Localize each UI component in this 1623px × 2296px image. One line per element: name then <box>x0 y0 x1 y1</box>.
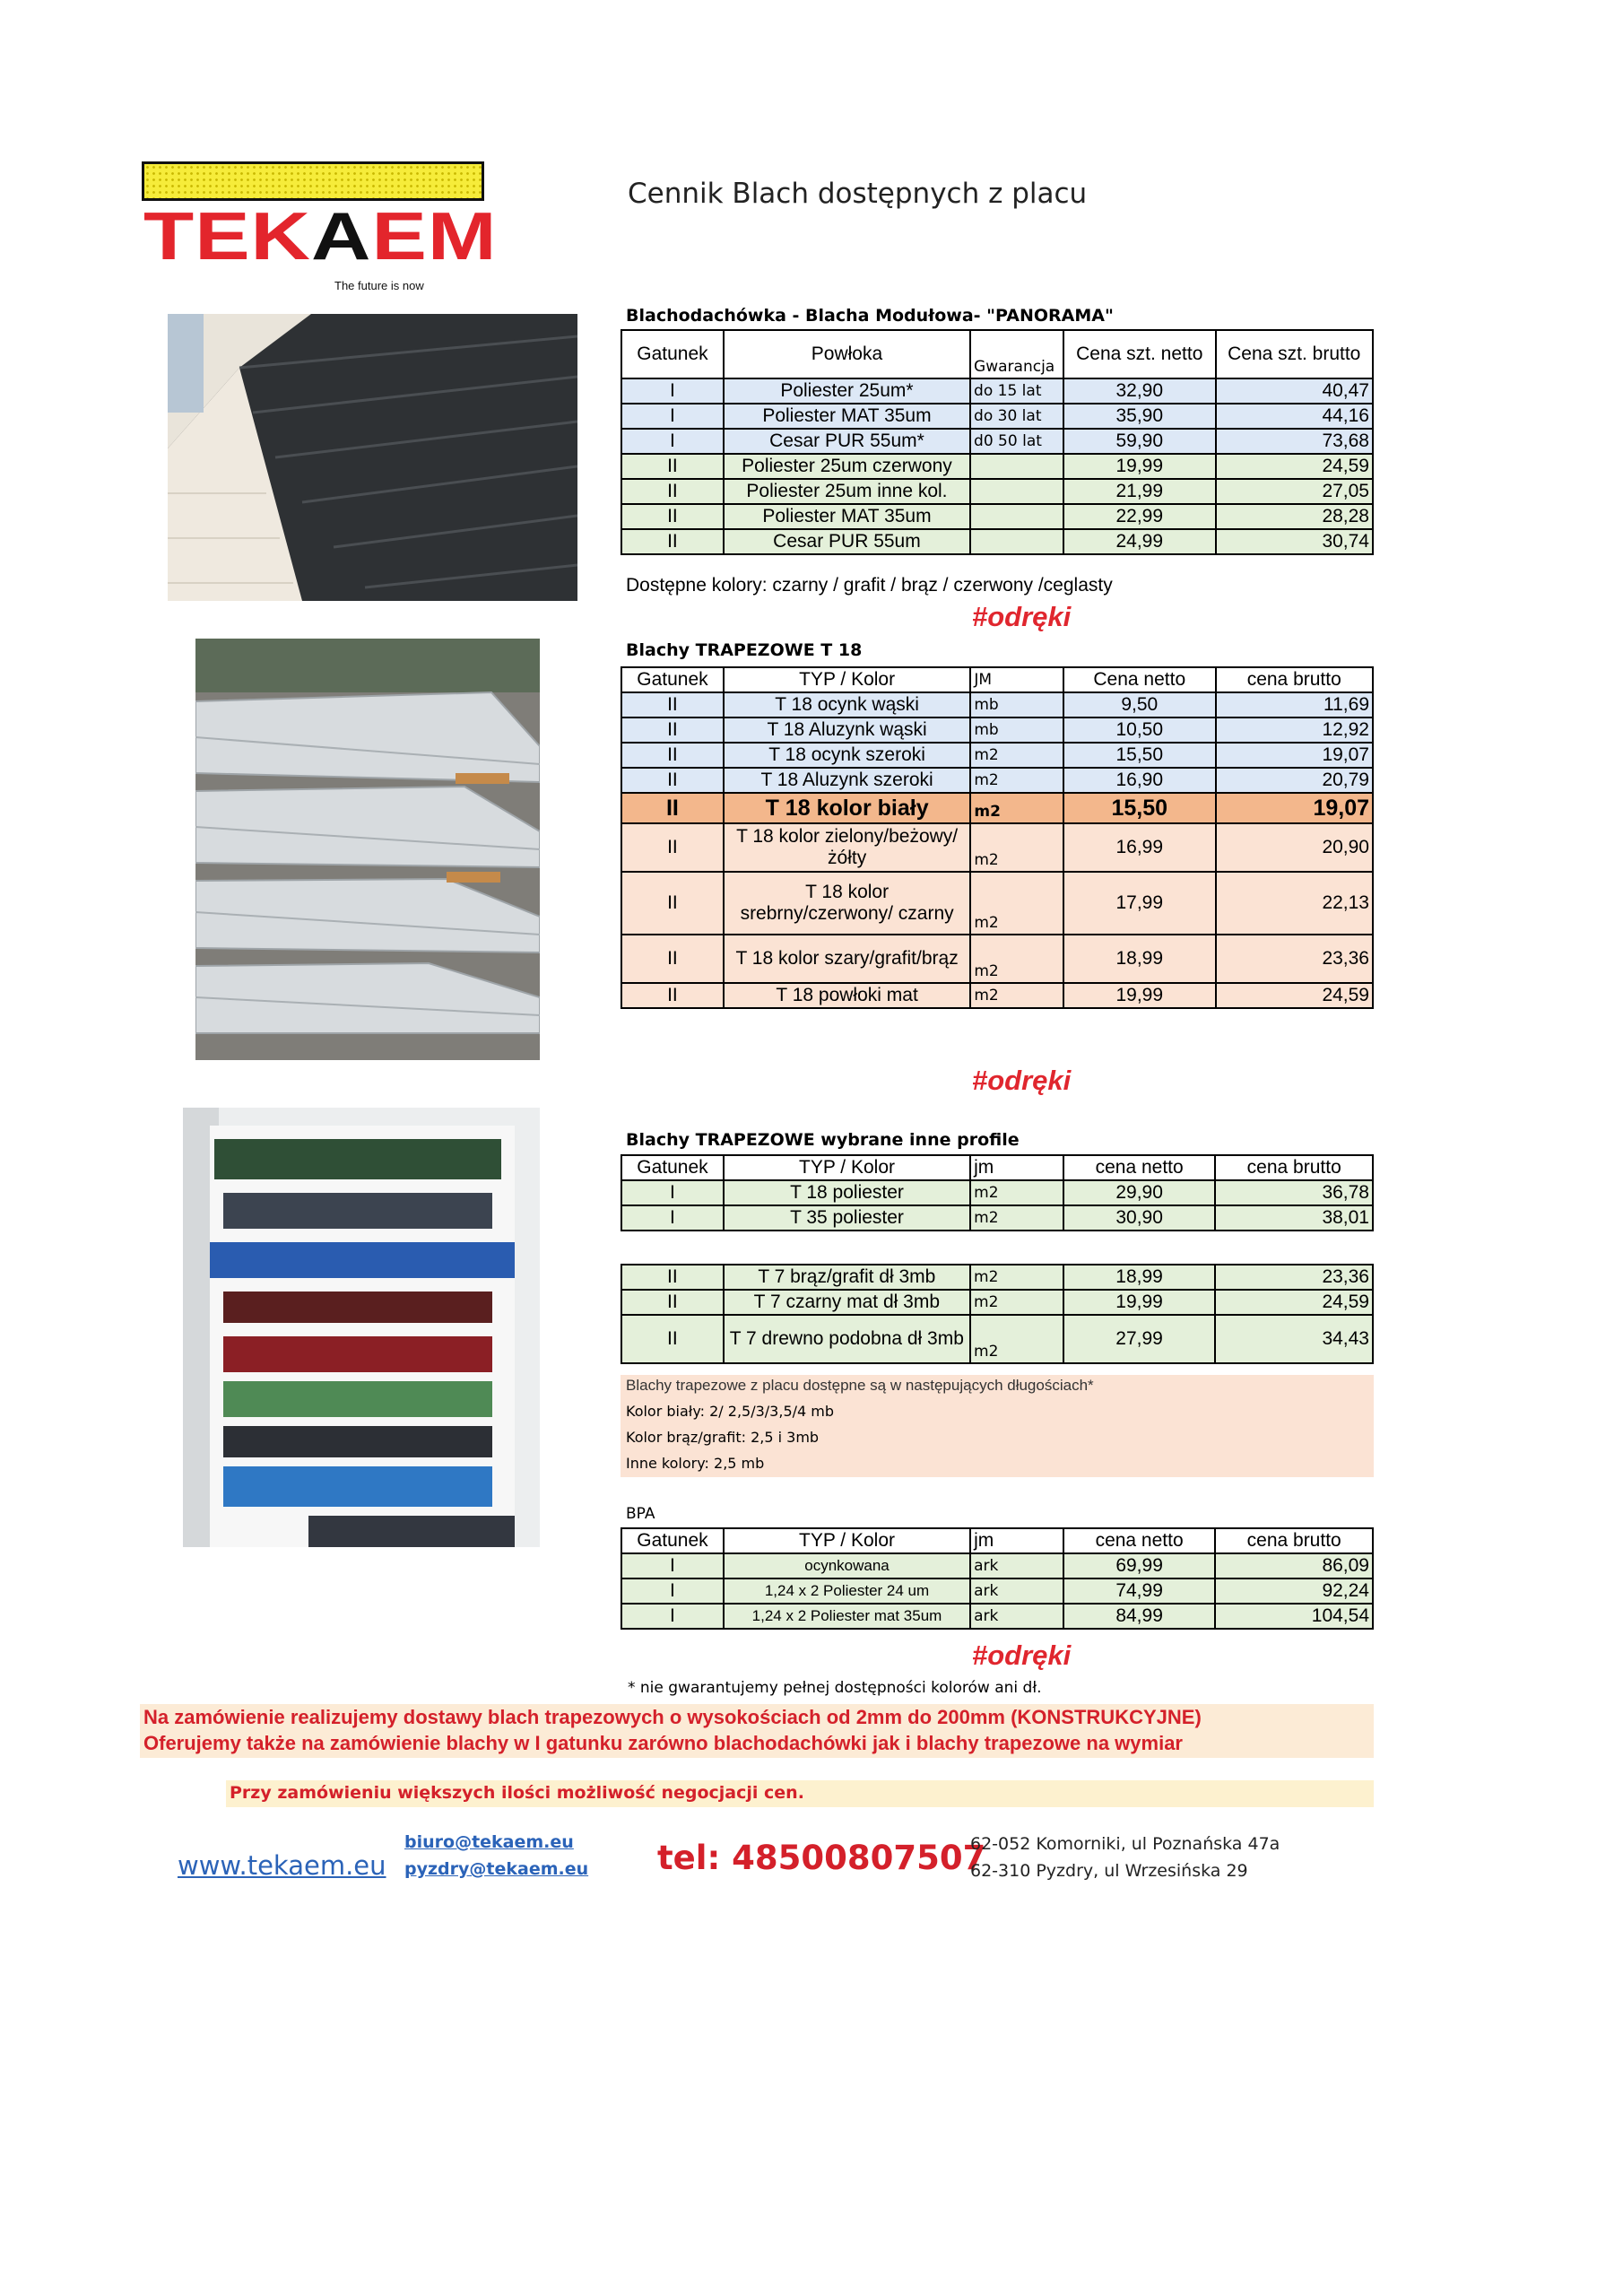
trapezoidal-sheets-photo <box>195 639 540 1060</box>
table-cell: 18,99 <box>1063 935 1215 983</box>
table-cell: 9,50 <box>1063 692 1215 718</box>
header-cell: Gatunek <box>621 330 724 378</box>
table-cell: II <box>621 718 724 743</box>
table-cell: T 18 kolor biały <box>724 793 971 823</box>
table-cell: 69,99 <box>1063 1553 1216 1578</box>
table-cell: m2 <box>970 1265 1063 1290</box>
table-cell: I <box>621 1205 724 1231</box>
other-profiles-table <box>621 1154 1374 1231</box>
table-cell: T 18 poliester <box>724 1180 970 1205</box>
table-row <box>621 429 1373 454</box>
email-biuro-link[interactable]: biuro@tekaem.eu <box>404 1832 574 1852</box>
table-row <box>621 692 1373 718</box>
table-cell: I <box>621 1578 724 1604</box>
t7-profiles-table <box>621 1264 1374 1364</box>
table-cell: mb <box>970 692 1063 718</box>
table-cell: 23,36 <box>1216 935 1374 983</box>
table-cell: 18,99 <box>1063 1265 1216 1290</box>
table-cell: 24,59 <box>1215 1290 1373 1315</box>
table-cell: 1,24 x 2 Poliester 24 um <box>724 1578 970 1604</box>
table-cell: T 35 poliester <box>724 1205 970 1231</box>
header-cell: Cena szt. netto <box>1063 330 1215 378</box>
table-cell: do 30 lat <box>970 404 1063 429</box>
logo-bar <box>142 161 484 201</box>
email-pyzdry-link[interactable]: pyzdry@tekaem.eu <box>404 1859 589 1879</box>
table-row <box>621 935 1373 983</box>
table-cell: II <box>621 504 724 529</box>
table-cell: 30,90 <box>1063 1205 1216 1231</box>
table-cell: II <box>621 743 724 768</box>
table-cell: 30,74 <box>1216 529 1374 554</box>
table-cell <box>970 504 1063 529</box>
table-cell: ark <box>970 1604 1063 1629</box>
table-cell: 20,90 <box>1216 823 1374 872</box>
table-cell: T 7 drewno podobna dł 3mb <box>724 1315 970 1363</box>
table-cell: 24,59 <box>1216 983 1374 1008</box>
address-pyzdry: 62-310 Pyzdry, ul Wrzesińska 29 <box>970 1861 1248 1881</box>
address-komorniki: 62-052 Komorniki, ul Poznańska 47a <box>970 1834 1280 1854</box>
table-cell: T 18 powłoki mat <box>724 983 971 1008</box>
table-row <box>621 872 1373 935</box>
table-cell: T 7 czarny mat dł 3mb <box>724 1290 970 1315</box>
table-cell: II <box>621 935 724 983</box>
header-cell: cena brutto <box>1216 667 1374 692</box>
table-row <box>621 1205 1373 1231</box>
table-cell: 12,92 <box>1216 718 1374 743</box>
table-cell: 22,99 <box>1063 504 1215 529</box>
table-cell: 86,09 <box>1215 1553 1373 1578</box>
table-cell: T 18 ocynk szeroki <box>724 743 971 768</box>
table-cell: 24,59 <box>1216 454 1374 479</box>
table-cell: T 7 brąz/grafit dł 3mb <box>724 1265 970 1290</box>
table-row <box>621 404 1373 429</box>
table-cell: d0 50 lat <box>970 429 1063 454</box>
table-cell: II <box>621 454 724 479</box>
bpa-price-table <box>621 1527 1374 1630</box>
table-cell: 19,99 <box>1063 454 1215 479</box>
table-cell: m2 <box>970 743 1063 768</box>
table-cell: 73,68 <box>1216 429 1374 454</box>
table-cell: II <box>621 983 724 1008</box>
website-link[interactable]: www.tekaem.eu <box>178 1850 386 1881</box>
table-cell <box>970 529 1063 554</box>
header-cell: TYP / Kolor <box>724 1155 970 1180</box>
table-row <box>621 479 1373 504</box>
table-cell: T 18 kolor szary/grafit/brąz <box>724 935 971 983</box>
lengths-info-box <box>621 1375 1374 1477</box>
table-cell: do 15 lat <box>970 378 1063 404</box>
table-cell: 22,13 <box>1216 872 1374 935</box>
phone-number: tel: 48500807507 <box>657 1839 986 1877</box>
length-item: Kolor biały: 2/ 2,5/3/3,5/4 mb <box>626 1403 835 1420</box>
table-cell: ocynkowana <box>724 1553 970 1578</box>
table-row <box>621 454 1373 479</box>
logo-tagline: The future is now <box>334 279 424 292</box>
table-cell: 29,90 <box>1063 1180 1216 1205</box>
table-row <box>621 504 1373 529</box>
table-cell: II <box>621 1265 724 1290</box>
table-header-row <box>621 667 1373 692</box>
table-cell: I <box>621 378 724 404</box>
table-cell: T 18 Aluzynk szeroki <box>724 768 971 793</box>
table-row <box>621 793 1373 823</box>
table-cell: 19,99 <box>1063 1290 1216 1315</box>
table-cell: m2 <box>970 872 1063 935</box>
table-row <box>621 1315 1373 1363</box>
table-cell: II <box>621 1290 724 1315</box>
table-cell: Poliester 25um czerwony <box>724 454 970 479</box>
table-cell: m2 <box>970 1205 1063 1231</box>
odreki-tag: #odręki <box>972 1639 1072 1671</box>
table-header-row <box>621 1155 1373 1180</box>
table-cell: 21,99 <box>1063 479 1215 504</box>
table-cell: I <box>621 1604 724 1629</box>
header-cell: jm <box>970 1528 1063 1553</box>
header-cell: Cena szt. brutto <box>1216 330 1374 378</box>
table-cell: Cesar PUR 55um <box>724 529 970 554</box>
table-cell: I <box>621 404 724 429</box>
table-cell: I <box>621 429 724 454</box>
header-cell: Gatunek <box>621 1155 724 1180</box>
negotiation-box <box>226 1780 1374 1807</box>
table-cell: m2 <box>970 793 1063 823</box>
table-cell: 16,99 <box>1063 823 1215 872</box>
table-cell: m2 <box>970 823 1063 872</box>
length-item: Inne kolory: 2,5 mb <box>626 1455 765 1472</box>
table-cell: m2 <box>970 768 1063 793</box>
header-cell: TYP / Kolor <box>724 667 971 692</box>
negotiation-text: Przy zamówieniu większych ilości możliwość negocjacji cen. <box>230 1783 804 1803</box>
table-cell: 92,24 <box>1215 1578 1373 1604</box>
header-cell: cena brutto <box>1215 1155 1373 1180</box>
table-cell: m2 <box>970 1180 1063 1205</box>
table-cell: Poliester 25um* <box>724 378 970 404</box>
table-row <box>621 378 1373 404</box>
order-line: Na zamówienie realizujemy dostawy blach trapezowych o wysokościach od 2mm do 200mm (KONSTRUKCYJNE) <box>143 1706 1202 1728</box>
table-cell: II <box>621 768 724 793</box>
odreki-tag: #odręki <box>972 601 1072 632</box>
header-cell: Gatunek <box>621 667 724 692</box>
other-profiles-section-label: Blachy TRAPEZOWE wybrane inne profile <box>626 1130 1020 1150</box>
table-row <box>621 743 1373 768</box>
length-item: Kolor brąz/grafit: 2,5 i 3mb <box>626 1429 820 1446</box>
t18-price-table <box>621 666 1374 1009</box>
table-row <box>621 718 1373 743</box>
roof-tiles-photo <box>168 314 577 601</box>
page-title: Cennik Blach dostępnych z placu <box>628 178 1088 210</box>
table-cell: II <box>621 1315 724 1363</box>
table-cell: Cesar PUR 55um* <box>724 429 970 454</box>
table-row <box>621 1604 1373 1629</box>
table-cell: 35,90 <box>1063 404 1215 429</box>
table-cell: T 18 Aluzynk wąski <box>724 718 971 743</box>
colors-note: Dostępne kolory: czarny / grafit / brąz / czerwony /ceglasty <box>626 575 1113 596</box>
table-cell: 19,07 <box>1216 743 1374 768</box>
table-header-row <box>621 330 1373 378</box>
table-row <box>621 1180 1373 1205</box>
table-cell: 36,78 <box>1215 1180 1373 1205</box>
table-cell: 59,90 <box>1063 429 1215 454</box>
panorama-section-label: Blachodachówka - Blacha Modułowa- "PANORAMA" <box>626 306 1114 326</box>
header-cell: Powłoka <box>724 330 970 378</box>
table-cell: 74,99 <box>1063 1578 1216 1604</box>
table-cell: 1,24 x 2 Poliester mat 35um <box>724 1604 970 1629</box>
table-cell: 104,54 <box>1215 1604 1373 1629</box>
table-cell: Poliester MAT 35um <box>724 404 970 429</box>
table-cell: 10,50 <box>1063 718 1215 743</box>
table-cell: 15,50 <box>1063 743 1215 768</box>
odreki-tag: #odręki <box>972 1065 1072 1096</box>
table-cell: II <box>621 529 724 554</box>
table-cell: 32,90 <box>1063 378 1215 404</box>
table-cell: m2 <box>970 1315 1063 1363</box>
header-cell: TYP / Kolor <box>724 1528 970 1553</box>
table-cell: 19,99 <box>1063 983 1215 1008</box>
table-row <box>621 1578 1373 1604</box>
table-cell: 40,47 <box>1216 378 1374 404</box>
table-cell: I <box>621 1553 724 1578</box>
header-cell: jm <box>970 1155 1063 1180</box>
table-cell: 84,99 <box>1063 1604 1216 1629</box>
lengths-intro: Blachy trapezowe z placu dostępne są w następujących długościach* <box>626 1377 1094 1394</box>
table-cell: mb <box>970 718 1063 743</box>
table-row <box>621 529 1373 554</box>
header-cell: cena netto <box>1063 1528 1216 1553</box>
table-cell: m2 <box>970 935 1063 983</box>
table-row <box>621 823 1373 872</box>
t18-section-label: Blachy TRAPEZOWE T 18 <box>626 640 863 660</box>
table-row <box>621 1290 1373 1315</box>
bpa-section-label: BPA <box>626 1505 655 1523</box>
table-row <box>621 1553 1373 1578</box>
table-cell: I <box>621 1180 724 1205</box>
table-row <box>621 1265 1373 1290</box>
company-logo <box>142 158 498 294</box>
logo-wordmark: TEKAEM <box>143 198 498 274</box>
header-cell: JM <box>970 667 1063 692</box>
table-cell: 23,36 <box>1215 1265 1373 1290</box>
profile-samples-photo <box>183 1108 540 1547</box>
table-cell: 11,69 <box>1216 692 1374 718</box>
table-cell: 15,50 <box>1063 793 1215 823</box>
table-cell: ark <box>970 1578 1063 1604</box>
panorama-price-table <box>621 329 1374 555</box>
table-row <box>621 983 1373 1008</box>
table-cell: II <box>621 872 724 935</box>
table-cell: 20,79 <box>1216 768 1374 793</box>
order-info-box <box>140 1704 1374 1758</box>
table-cell: T 18 kolor srebrny/czerwony/ czarny <box>724 872 971 935</box>
table-cell: II <box>621 823 724 872</box>
table-cell: 34,43 <box>1215 1315 1373 1363</box>
table-cell: II <box>621 479 724 504</box>
table-cell: m2 <box>970 983 1063 1008</box>
table-cell: 27,99 <box>1063 1315 1216 1363</box>
table-cell: T 18 ocynk wąski <box>724 692 971 718</box>
table-cell: T 18 kolor zielony/beżowy/żółty <box>724 823 971 872</box>
table-cell: 28,28 <box>1216 504 1374 529</box>
table-cell: 17,99 <box>1063 872 1215 935</box>
table-cell: 16,90 <box>1063 768 1215 793</box>
availability-footnote: * nie gwarantujemy pełnej dostępności kolorów ani dł. <box>628 1679 1042 1697</box>
table-header-row <box>621 1528 1373 1553</box>
header-cell: cena brutto <box>1215 1528 1373 1553</box>
table-cell <box>970 454 1063 479</box>
table-cell: Poliester 25um inne kol. <box>724 479 970 504</box>
table-cell <box>970 479 1063 504</box>
table-cell: 44,16 <box>1216 404 1374 429</box>
table-cell: 38,01 <box>1215 1205 1373 1231</box>
table-cell: ark <box>970 1553 1063 1578</box>
order-line: Oferujemy także na zamówienie blachy w I gatunku zarówno blachodachówki jak i blachy trapezowe na wymiar <box>143 1732 1183 1754</box>
table-cell: II <box>621 793 724 823</box>
table-row <box>621 768 1373 793</box>
header-cell: Gatunek <box>621 1528 724 1553</box>
table-cell: 19,07 <box>1216 793 1374 823</box>
header-cell: Cena netto <box>1063 667 1215 692</box>
table-cell: Poliester MAT 35um <box>724 504 970 529</box>
table-cell: 27,05 <box>1216 479 1374 504</box>
header-cell: Gwarancja <box>970 330 1063 378</box>
table-cell: m2 <box>970 1290 1063 1315</box>
header-cell: cena netto <box>1063 1155 1216 1180</box>
table-cell: II <box>621 692 724 718</box>
table-cell: 24,99 <box>1063 529 1215 554</box>
